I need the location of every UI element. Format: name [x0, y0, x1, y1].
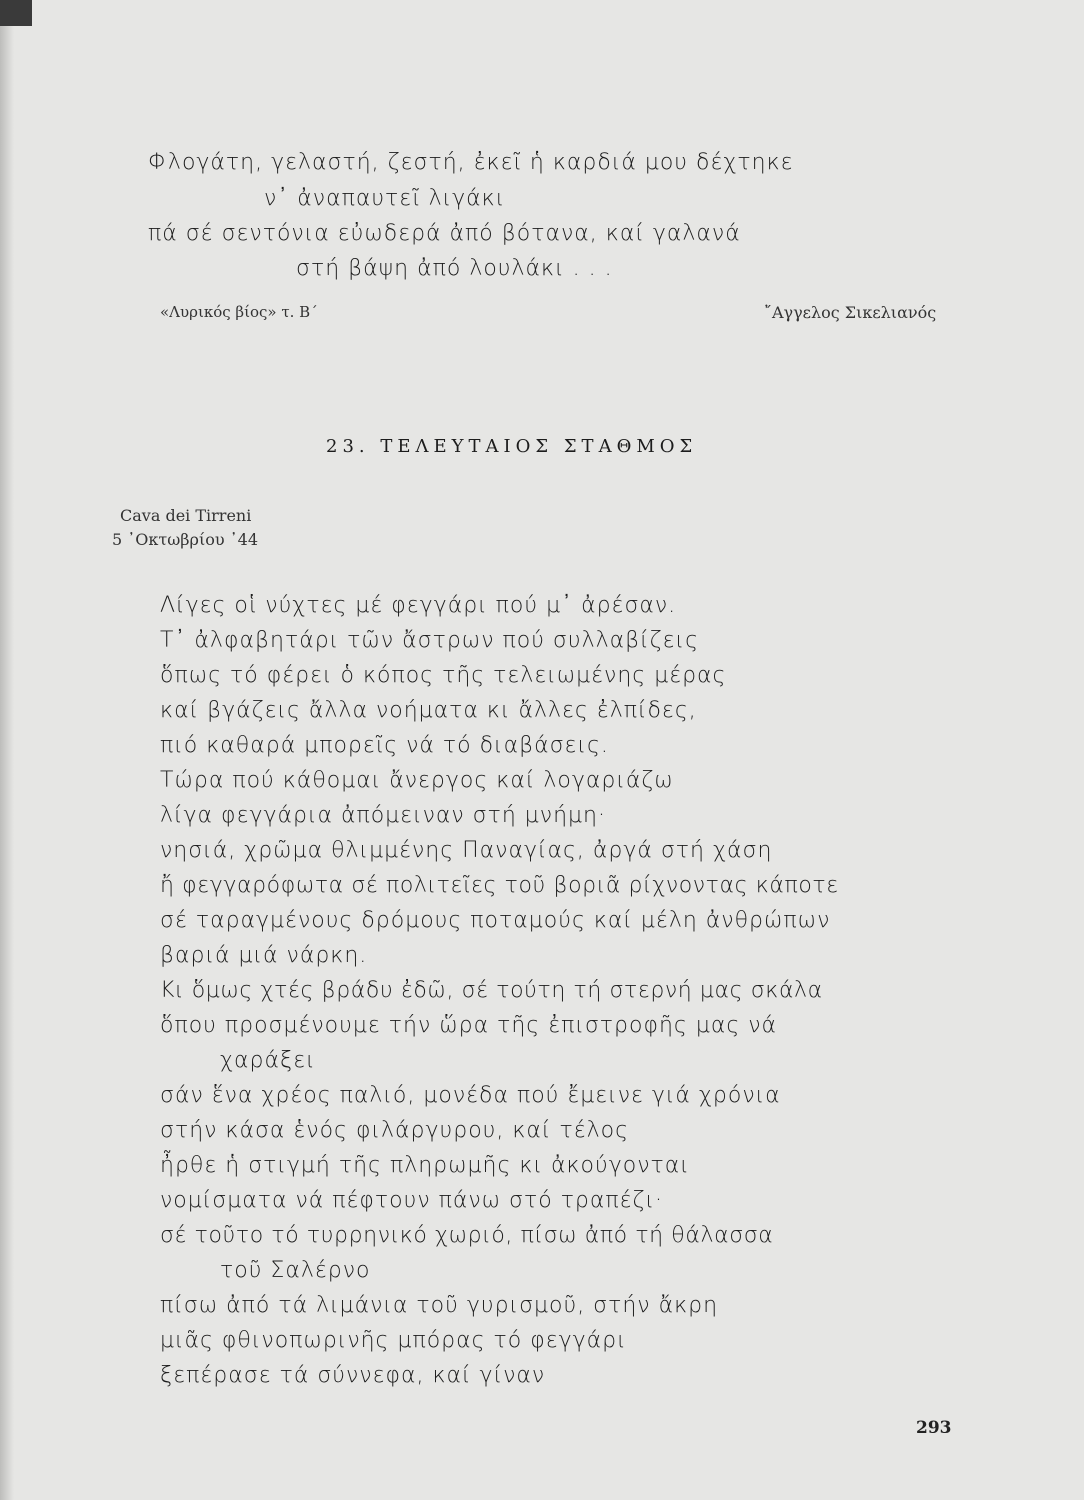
epigraph-author: ῎Αγγελος Σικελιανός [764, 303, 937, 322]
page-spine-shadow [0, 0, 14, 1500]
poem-line: καί βγάζεις ἄλλα νοήματα κι ἄλλες ἐλπίδες, [160, 698, 697, 723]
poem-line: ὅπου προσμένουμε τήν ὥρα τῆς ἐπιστροφῆς μας νά [160, 1013, 778, 1038]
poem-line: σάν ἕνα χρέος παλιό, μονέδα πού ἔμεινε γιά χρόνια [160, 1083, 781, 1108]
poem-line: σέ ταραγμένους δρόμους ποταμούς καί μέλη ἀνθρώπων [160, 908, 831, 933]
epigraph-source: «Λυρικός βίος» τ. Β΄ [160, 303, 318, 321]
scan-corner-mark [0, 0, 32, 26]
poem-line: τοῦ Σαλέρνο [220, 1258, 371, 1283]
poem-line: στήν κάσα ἑνός φιλάργυρου, καί τέλος [160, 1118, 629, 1143]
poem-line: πίσω ἀπό τά λιμάνια τοῦ γυρισμοῦ, στήν ἄκρη [160, 1293, 719, 1318]
poem-line: Τώρα πού κάθομαι ἄνεργος καί λογαριάζω [160, 768, 674, 793]
poem-line: ὅπως τό φέρει ὁ κόπος τῆς τελειωμένης μέρας [160, 663, 727, 688]
poem-line: βαριά μιά νάρκη. [160, 943, 368, 968]
poem-line: νησιά, χρῶμα θλιμμένης Παναγίας, ἀργά στή χάση [160, 838, 773, 863]
poem-title: 23. ΤΕΛΕΥΤΑΙΟΣ ΣΤΑΘΜΟΣ [326, 436, 698, 457]
poem-line: ἦρθε ἡ στιγμή τῆς πληρωμῆς κι ἀκούγονται [160, 1153, 690, 1178]
poem-line: λίγα φεγγάρια ἀπόμειναν στή μνήμη· [160, 803, 606, 828]
poem-line: ξεπέρασε τά σύννεφα, καί γίναν [160, 1363, 546, 1388]
poem-line: Κι ὅμως χτές βράδυ ἐδῶ, σέ τούτη τή στερνή μας σκάλα [160, 978, 823, 1003]
page-number: 293 [916, 1418, 952, 1438]
poem-line: μιᾶς φθινοπωρινῆς μπόρας τό φεγγάρι [160, 1328, 627, 1353]
poem-line: χαράξει [220, 1048, 316, 1073]
epigraph-line-1: Φλογάτη, γελαστή, ζεστή, ἐκεῖ ἡ καρδιά μου δέχτηκε [148, 150, 794, 175]
poem-line: πιό καθαρά μπορεῖς νά τό διαβάσεις. [160, 733, 609, 758]
poem-date: 5 ᾿Οκτωβρίου ᾿44 [112, 530, 259, 549]
epigraph-line-3: πά σέ σεντόνια εὐωδερά ἀπό βότανα, καί γαλανά [148, 221, 741, 246]
epigraph-line-2: ν᾿ ἀναπαυτεῖ λιγάκι [264, 186, 506, 211]
poem-line: νομίσματα νά πέφτουν πάνω στό τραπέζι· [160, 1188, 664, 1213]
poem-line: ἤ φεγγαρόφωτα σέ πολιτεῖες τοῦ βοριᾶ ρίχνοντας κάποτε [160, 873, 839, 898]
epigraph-line-4: στή βάψη ἀπό λουλάκι . . . [296, 256, 613, 281]
poem-line: Τ᾿ ἀλφαβητάρι τῶν ἄστρων πού συλλαβίζεις [160, 628, 699, 653]
poem-line: σέ τοῦτο τό τυρρηνικό χωριό, πίσω ἀπό τή θάλασσα [160, 1223, 774, 1248]
poem-line: Λίγες οἱ νύχτες μέ φεγγάρι πού μ᾿ ἀρέσαν. [160, 593, 677, 618]
poem-place: Cava dei Tirreni [120, 506, 252, 525]
